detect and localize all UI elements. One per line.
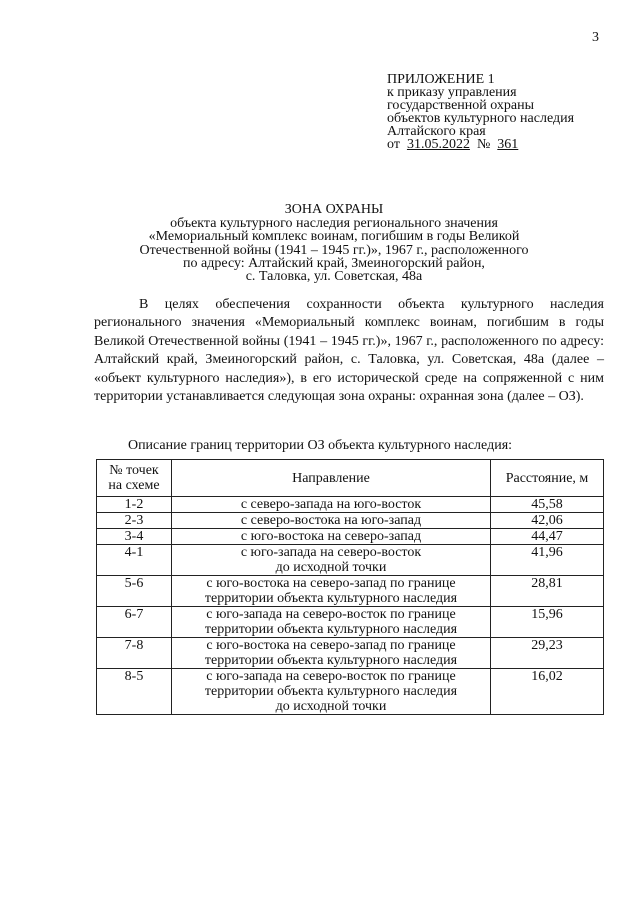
- appendix-line: объектов культурного наследия: [387, 111, 575, 126]
- direction-line: с юго-востока на северо-запад по границе: [206, 638, 456, 653]
- direction-line: до исходной точки: [275, 699, 387, 714]
- title-line: с. Таловка, ул. Советская, 48а: [245, 269, 423, 285]
- table-row: [97, 497, 604, 513]
- cell-points: 7-8: [97, 638, 172, 669]
- page-number: 3: [592, 30, 599, 45]
- direction-line: территории объекта культурного наследия: [204, 591, 458, 606]
- cell-points: 4-1: [97, 545, 172, 576]
- direction-line: с юго-востока на северо-запад по границе: [206, 576, 456, 591]
- cell-distance: 42,06: [491, 513, 604, 529]
- boundary-table: [96, 459, 604, 715]
- cell-points: 2-3: [97, 513, 172, 529]
- cell-points: 5-6: [97, 576, 172, 607]
- document-title: [120, 203, 548, 283]
- order-number: 361: [497, 137, 519, 152]
- table-row: [97, 607, 604, 638]
- cell-distance: 15,96: [491, 607, 604, 638]
- direction-line: с юго-запада на северо-восток по границе: [206, 669, 456, 684]
- cell-distance: 29,23: [491, 638, 604, 669]
- table-row: [97, 513, 604, 529]
- cell-direction: [172, 513, 491, 529]
- direction-line: с северо-востока на юго-запад: [240, 513, 422, 528]
- table-row: [97, 545, 604, 576]
- cell-points: 6-7: [97, 607, 172, 638]
- cell-direction: [172, 669, 491, 715]
- appendix-line: Алтайского края: [387, 124, 486, 139]
- cell-distance: 28,81: [491, 576, 604, 607]
- direction-line: до исходной точки: [275, 560, 387, 575]
- cell-direction: [172, 497, 491, 513]
- cell-points: 8-5: [97, 669, 172, 715]
- table-row: [97, 529, 604, 545]
- table-row: [97, 669, 604, 715]
- title-line: «Мемориальный комплекс воинам, погибшим в годы Великой: [148, 229, 520, 245]
- title-line: по адресу: Алтайский край, Змеиногорский район,: [183, 255, 485, 271]
- appendix-block: [387, 73, 574, 151]
- direction-line: с юго-запада на северо-восток по границе: [206, 607, 456, 622]
- cell-points: 3-4: [97, 529, 172, 545]
- number-sign: №: [476, 137, 491, 152]
- cell-direction: [172, 607, 491, 638]
- cell-direction: [172, 638, 491, 669]
- header-points: [97, 460, 172, 497]
- appendix-line: к приказу управления: [387, 85, 517, 100]
- table-body: [97, 497, 604, 715]
- title-line: объекта культурного наследия регионального значения: [170, 216, 498, 232]
- direction-line: территории объекта культурного наследия: [204, 653, 458, 668]
- cell-distance: 41,96: [491, 545, 604, 576]
- table-row: [97, 576, 604, 607]
- cell-distance: 44,47: [491, 529, 604, 545]
- appendix-line: ПРИЛОЖЕНИЕ 1: [387, 72, 495, 87]
- header-points-line: № точек: [109, 463, 159, 478]
- date-prefix: от: [387, 137, 400, 152]
- cell-direction: [172, 576, 491, 607]
- direction-line: с юго-запада на северо-восток: [240, 545, 422, 560]
- direction-line: с северо-запада на юго-восток: [240, 497, 422, 512]
- title-heading: ЗОНА ОХРАНЫ: [284, 202, 384, 217]
- header-direction: Направление: [172, 460, 491, 497]
- direction-line: территории объекта культурного наследия: [204, 622, 458, 637]
- table-header-row: [97, 460, 604, 497]
- cell-distance: 16,02: [491, 669, 604, 715]
- order-date: 31.05.2022: [406, 137, 470, 152]
- table-caption: Описание границ территории ОЗ объекта культурного наследия:: [127, 438, 513, 453]
- body-paragraph: В целях обеспечения сохранности объекта культурного наследия регионального значения «Мемориальный комплекс воинам, погибшим в годы Великой Отечественной войны (1941 – 1945 гг.)», 1967 г., расположенного по адресу: Алтайский край, Змеиногорский район, с. Таловка, ул. Советская, 48а (далее – «объект культурного наследия»), в его исторической среде на сопряженной с ним территории устанавливается следующая зона охраны: охранная зона (далее – ОЗ).: [94, 297, 604, 405]
- table-row: [97, 638, 604, 669]
- cell-direction: [172, 529, 491, 545]
- direction-line: территории объекта культурного наследия: [204, 684, 458, 699]
- direction-line: с юго-востока на северо-запад: [240, 529, 422, 544]
- title-line: Отечественной войны (1941 – 1945 гг.)», 1967 г., расположенного: [139, 242, 529, 258]
- appendix-line: государственной охраны: [387, 98, 535, 113]
- cell-points: 1-2: [97, 497, 172, 513]
- body-text: [94, 296, 604, 406]
- header-distance: Расстояние, м: [491, 460, 604, 497]
- order-date-line: [387, 138, 574, 151]
- cell-direction: [172, 545, 491, 576]
- header-points-line: на схеме: [108, 478, 160, 493]
- cell-distance: 45,58: [491, 497, 604, 513]
